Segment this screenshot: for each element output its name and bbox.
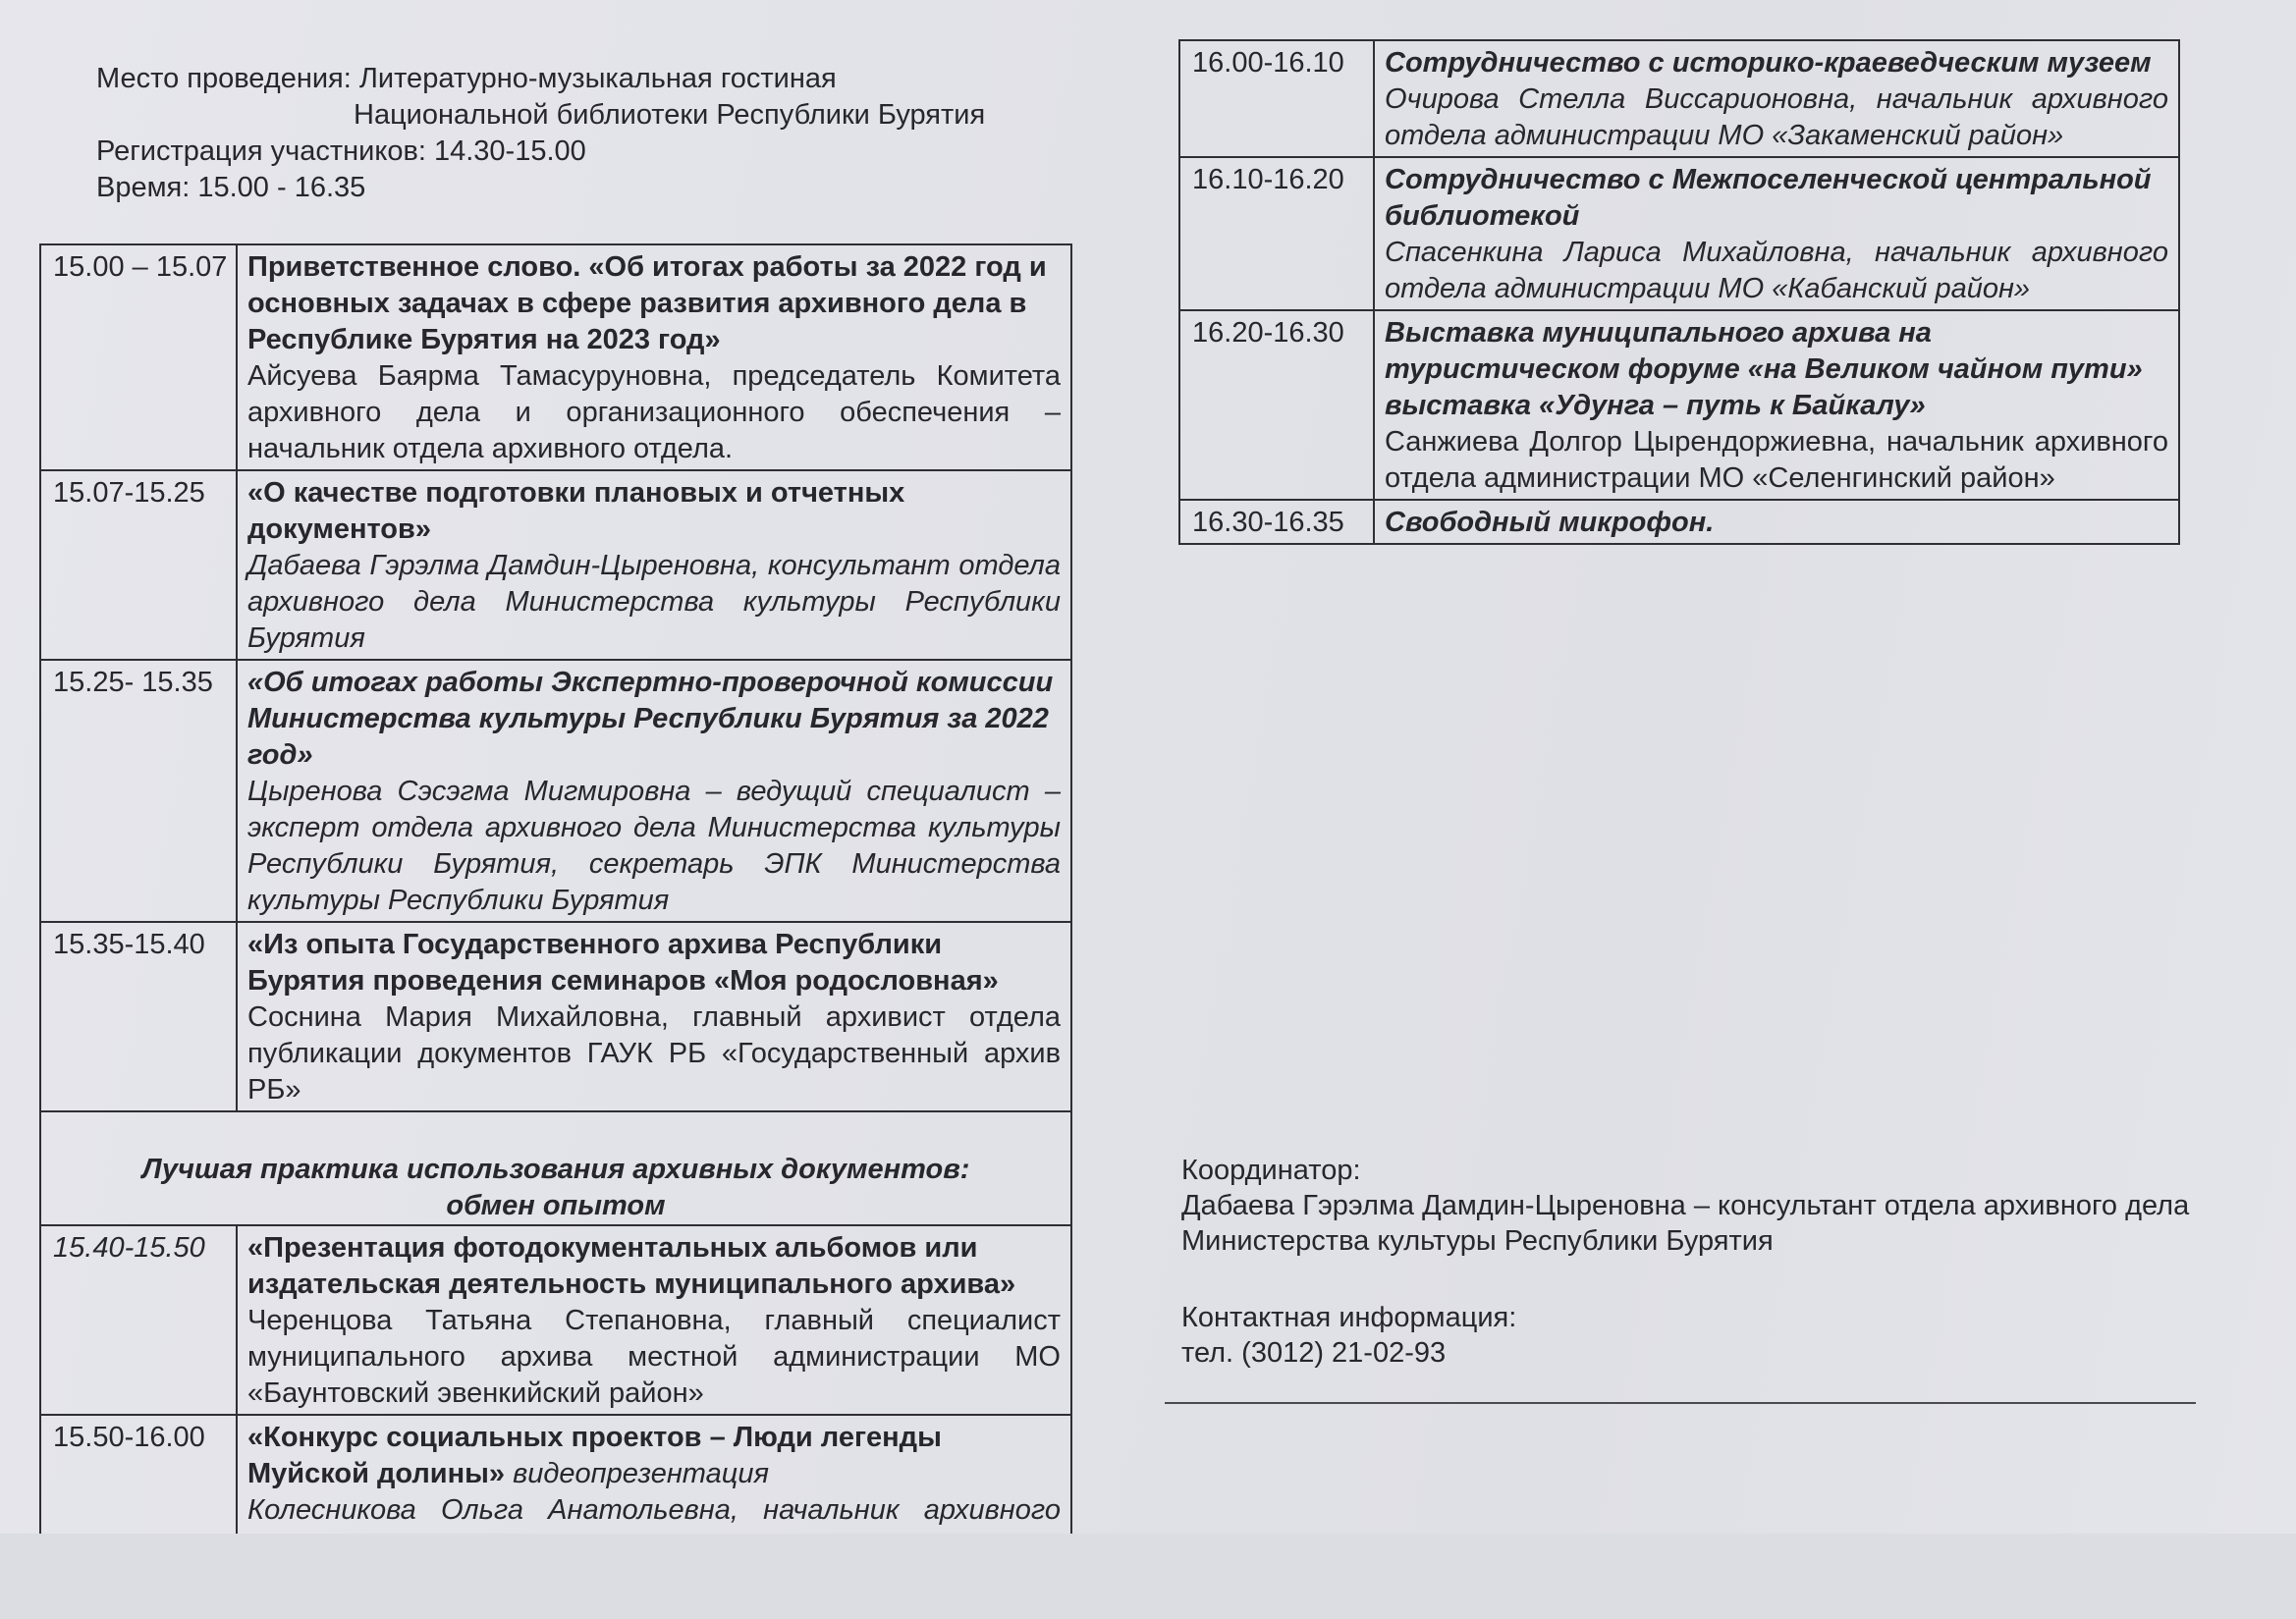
program-time: 16.10-16.20 — [1179, 157, 1374, 310]
program-row — [1179, 500, 2179, 544]
venue-label: Место проведения: — [96, 63, 352, 94]
program-row — [1179, 310, 2179, 500]
program-title-text: «Конкурс социальных проектов – Люди легенды Муйской долины» — [247, 1422, 942, 1489]
event-time: Время: 15.00 - 16.35 — [96, 172, 366, 203]
program-table-left — [39, 243, 1072, 1569]
program-title: Приветственное слово. «Об итогах работы за 2022 год и основных задачах в сфере развития архивного дела в Республике Бурятия на 2023 год» — [247, 251, 1047, 355]
contact-label: Контактная информация: — [1181, 1302, 1517, 1333]
program-row — [1179, 40, 2179, 157]
program-table-right — [1178, 39, 2180, 545]
section-heading-line2: обмен опытом — [446, 1190, 666, 1221]
program-time: 15.40-15.50 — [40, 1225, 237, 1415]
program-time: 16.00-16.10 — [1179, 40, 1374, 157]
program-title: «Об итогах работы Экспертно-проверочной комиссии Министерства культуры Республики Бурятия за 2022 год» — [247, 667, 1054, 771]
program-speaker: Спасенкина Лариса Михайловна, начальник архивного отдела администрации МО «Кабанский район» — [1385, 237, 2168, 304]
program-row — [40, 922, 1071, 1111]
program-row — [40, 1225, 1071, 1415]
program-title: Свободный микрофон. — [1385, 507, 1715, 538]
program-time: 15.07-15.25 — [40, 470, 237, 660]
program-speaker — [1385, 424, 2168, 497]
program-time: 15.50-16.00 — [40, 1415, 237, 1568]
program-time: 15.00 – 15.07 — [40, 244, 237, 470]
program-title: Сотрудничество с историко-краеведческим музеем — [1385, 47, 2152, 79]
venue-line-2: Национальной библиотеки Республики Бурятия — [354, 99, 986, 131]
program-item — [1374, 310, 2179, 500]
venue-name: Литературно-музыкальная гостиная — [358, 63, 837, 94]
program-title: «Из опыта Государственного архива Республики Бурятия проведения семинаров «Моя родословная» — [247, 929, 999, 997]
divider-line — [1165, 1402, 2196, 1404]
program-row — [1179, 157, 2179, 310]
contact-phone: тел. (3012) 21-02-93 — [1181, 1337, 1447, 1369]
program-row — [40, 660, 1071, 922]
program-time: 16.20-16.30 — [1179, 310, 1374, 500]
program-item — [237, 922, 1071, 1111]
program-title: Сотрудничество с Межпоселенческой центральной библиотекой — [1385, 164, 2152, 232]
program-time: 16.30-16.35 — [1179, 500, 1374, 544]
program-speaker: Соснина Мария Михайловна, главный архивист отдела публикации документов ГАУК РБ «Государственный архив РБ» — [247, 1001, 1061, 1106]
program-time: 15.35-15.40 — [40, 922, 237, 1111]
program-time: 15.25- 15.35 — [40, 660, 237, 922]
coordinator-label: Координатор: — [1181, 1155, 1361, 1186]
venue-line — [96, 61, 1078, 97]
section-heading-row — [40, 1111, 1071, 1225]
speaker-name: Санжиева Долгор Цырендоржиевна, начальник архивного отдела администрации МО «Селенгинский район» — [1385, 426, 2168, 494]
program-item — [237, 1225, 1071, 1415]
section-heading-line1: Лучшая практика использования архивных документов: — [141, 1154, 970, 1185]
program-speaker: Колесникова Ольга Анатольевна, начальник архивного — [247, 1494, 1061, 1526]
program-speaker — [247, 548, 1061, 657]
program-title — [247, 1420, 1061, 1492]
event-header — [96, 61, 1078, 206]
program-item — [1374, 157, 2179, 310]
program-title: «Презентация фотодокументальных альбомов или издательская деятельность муниципального архива» — [247, 1232, 1016, 1300]
program-row — [40, 244, 1071, 470]
program-title: Выставка муниципального архива на туристическом форуме «на Великом чайном пути» выставка «Удунга – путь к Байкалу» — [1385, 317, 2143, 421]
program-row — [40, 470, 1071, 660]
section-heading — [40, 1111, 1071, 1225]
program-item — [237, 244, 1071, 470]
program-speaker: Цыренова Сэсэгма Мигмировна – ведущий специалист – эксперт отдела архивного дела Министерства культуры Республики Бурятия, секретарь ЭПК Министерства культуры Республики Бурятия — [247, 776, 1061, 916]
program-title-note: видеопрезентация — [513, 1458, 769, 1489]
program-speaker: Очирова Стелла Виссарионовна, начальник архивного отдела администрации МО «Закаменский район» — [1385, 83, 2168, 151]
registration-time: Регистрация участников: 14.30-15.00 — [96, 135, 586, 167]
coordinator-text: Дабаева Гэрэлма Дамдин-Цыреновна – консультант отдела архивного дела Министерства культуры Республики Бурятия — [1181, 1190, 2190, 1257]
speaker-name: Дабаева Гэрэлма Дамдин-Цыреновна, консультант отдела архивного дела Министерства культуры Республики Бурятия — [247, 550, 1061, 654]
program-speaker: Черенцова Татьяна Степановна, главный специалист муниципального архива местной администрации МО «Баунтовский эвенкийский район» — [247, 1305, 1061, 1409]
page-bottom-edge — [0, 1534, 2296, 1619]
program-item — [1374, 500, 2179, 544]
program-title: «О качестве подготовки плановых и отчетных документов» — [247, 477, 905, 545]
program-item — [237, 470, 1071, 660]
program-item — [237, 660, 1071, 922]
program-item — [1374, 40, 2179, 157]
coordinator-block — [1181, 1153, 2193, 1371]
program-speaker: Айсуева Баярма Тамасуруновна, председатель Комитета архивного дела и организационного обеспечения – начальник отдела архивного отдела. — [247, 360, 1061, 464]
